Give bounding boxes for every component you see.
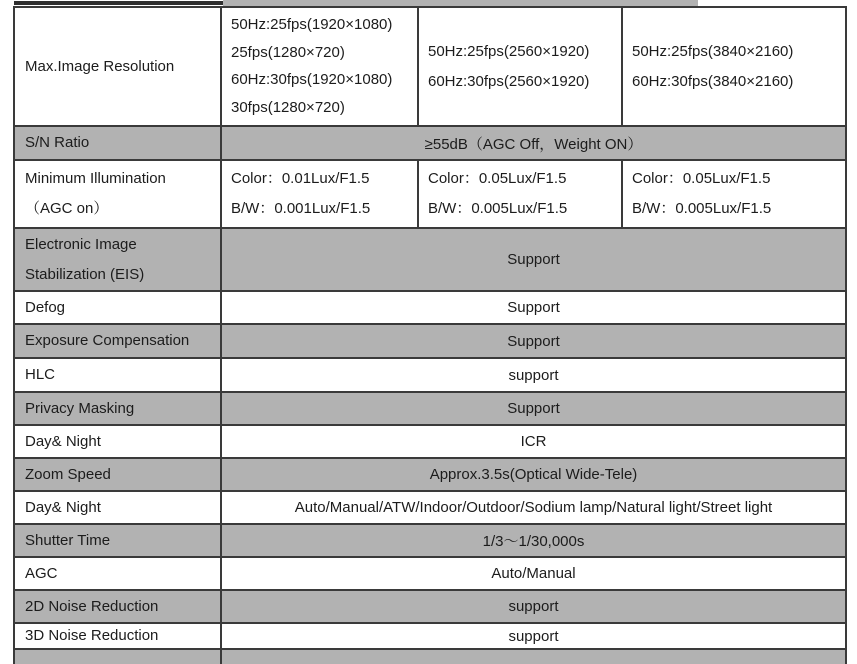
row-value-text: Support [507,299,560,316]
spec-cell-model2 [419,161,623,227]
spec-cell-model3 [623,8,845,125]
row-label-text: Max.Image Resolution [25,57,175,75]
row-label [15,161,222,227]
spec-line: 50Hz:25fps(3840×2160) [632,42,794,60]
table-row-3d-noise-reduction [15,624,845,650]
row-label [15,127,222,159]
spec-line: Color：0.01Lux/F1.5 [231,170,370,187]
table-row-shutter-time [15,525,845,558]
spec-cell-model2 [419,8,623,125]
row-label [15,292,222,323]
row-label-text: 3D Noise Reduction [25,627,159,644]
row-value-text: Approx.3.5s(Optical Wide-Tele) [429,466,638,483]
row-label [15,591,222,622]
table-row-zoom-speed [15,459,845,492]
row-label-text: 2D Noise Reduction [25,597,159,615]
table-row-2d-noise-reduction [15,591,845,624]
spec-line: B/W：0.005Lux/F1.5 [632,200,772,217]
row-label-text: Shutter Time [25,531,111,549]
row-label [15,325,222,357]
row-label-text: Stabilization (EIS) [25,265,145,283]
row-value-text: support [508,598,559,615]
spec-line: 25fps(1280×720) [231,43,345,61]
spec-line: Color：0.05Lux/F1.5 [428,170,567,187]
row-label [15,359,222,391]
row-label-text: （AGC on） [25,200,109,217]
row-value [222,393,845,424]
row-value-text: Support [507,332,560,350]
table-row-hlc [15,359,845,393]
row-value [222,359,845,391]
row-label-text: S/N Ratio [25,134,90,151]
row-value-text: ≥55dB（AGC Off，Weight ON） [424,135,643,153]
spec-cell-model1 [222,161,419,227]
row-value-text: ICR [520,433,547,450]
row-value [222,292,845,323]
row-value [222,591,845,622]
table-row-cropped-bottom [15,650,845,664]
spec-line: 60Hz:30fps(3840×2160) [632,72,794,90]
row-value-text: Support [507,400,560,417]
row-value [222,558,845,589]
row-value [222,525,845,556]
row-label [15,229,222,290]
row-label-text: Day& Night [25,498,101,516]
spec-line: 60Hz:30fps(1920×1080) [231,71,393,89]
camera-spec-table [13,6,847,664]
spec-line: Color：0.05Lux/F1.5 [632,170,771,187]
row-value [222,325,845,357]
table-row-agc [15,558,845,591]
row-label [15,558,222,589]
row-value-text: 1/3～1/30,000s [482,533,585,550]
table-row-privacy-masking [15,393,845,426]
spec-line: 50Hz:25fps(1920×1080) [231,15,393,33]
row-value [222,624,845,648]
row-label [15,525,222,556]
row-label [15,650,222,664]
spec-line: 50Hz:25fps(2560×1920) [428,42,590,60]
row-label-text: HLC [25,366,56,383]
row-label [15,492,222,523]
row-value [222,492,845,523]
row-value [222,650,845,664]
table-row-minimum-illumination [15,161,845,229]
row-value-text: Support [507,251,560,268]
spec-cell-model3 [623,161,845,227]
row-label [15,8,222,125]
row-label [15,624,222,648]
table-row-day-night-modes [15,492,845,525]
spec-cell-model1 [222,8,419,125]
row-label-text: Minimum Illumination [25,170,166,187]
row-label-text: Day& Night [25,432,101,450]
row-value [222,229,845,290]
row-label-text: Privacy Masking [25,399,135,417]
table-row-exposure-compensation [15,325,845,359]
row-value-text: support [508,366,559,384]
row-value-text: support [508,627,559,645]
row-value-text: Auto/Manual/ATW/Indoor/Outdoor/Sodium lamp/Natural light/Street light [294,499,773,516]
table-row-sn-ratio [15,127,845,161]
row-label-text: AGC [25,564,58,582]
table-row-max-image-resolution [15,8,845,127]
row-value [222,426,845,457]
row-label [15,393,222,424]
row-label-text: Zoom Speed [25,465,111,483]
spec-line: 30fps(1280×720) [231,99,345,117]
row-label [15,459,222,490]
row-label-text: Exposure Compensation [25,332,190,349]
row-value [222,127,845,159]
row-label-text: Defog [25,298,66,316]
table-row-day-night-icr [15,426,845,459]
table-row-defog [15,292,845,325]
row-value [222,459,845,490]
row-label [15,426,222,457]
spec-line: B/W：0.005Lux/F1.5 [428,200,568,217]
table-row-eis [15,229,845,292]
row-value-text: Auto/Manual [491,565,576,582]
cropped-row-remnant-dark [14,1,223,5]
spec-line: 60Hz:30fps(2560×1920) [428,72,590,90]
row-label-text: Electronic Image [25,235,137,253]
spec-line: B/W：0.001Lux/F1.5 [231,200,371,217]
